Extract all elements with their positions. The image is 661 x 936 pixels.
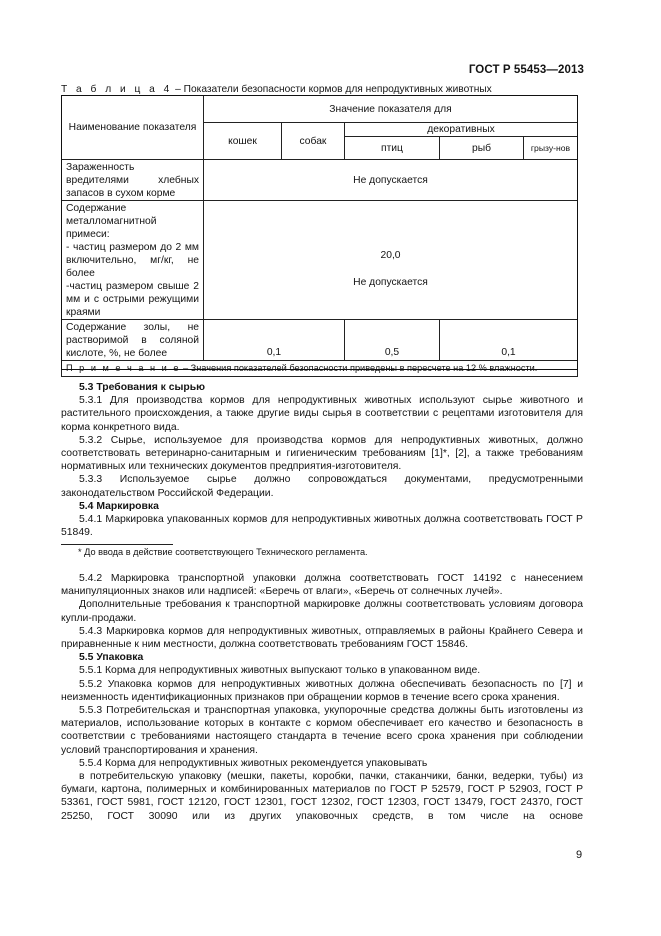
- table-note-prefix: П р и м е ч а н и е: [66, 363, 181, 373]
- table-caption-prefix: Т а б л и ц а 4: [61, 84, 173, 95]
- paragraph: 5.5.2 Упаковка кормов для непродуктивных животных должна обеспечивать безопасность по [7] и неизменность идентификационных признаков при обращении кормов в течение всего срока хранения.: [61, 678, 583, 703]
- table-caption: [61, 84, 492, 95]
- section-heading: 5.4 Маркировка: [79, 500, 159, 512]
- header-indicator-name: Наименование показателя: [62, 96, 204, 160]
- row-metal-line: -частиц размером свыше 2 мм и с острыми режущими краями: [66, 281, 199, 318]
- paragraph: 5.4.3 Маркировка кормов для непродуктивных животных, отправляемых в районы Крайнего Севера и приравненные к ним местности, должна соответствовать требованиям ГОСТ 15846.: [61, 625, 583, 651]
- header-birds: птиц: [345, 137, 440, 160]
- paragraph: в потребительскую упаковку (мешки, пакеты, коробки, пачки, стаканчики, банки, ведерки, тубы) из бумаги, картона, полимерных и комбинированных материалов по ГОСТ Р 52579, ГОСТ Р 52903, ГОСТ Р 53361, ГОСТ 5981, ГОСТ 12120, ГОСТ 12301, ГОСТ 12302, ГОСТ 12303, ГОСТ 13479, ГОСТ 24370, ГОСТ 25250, ГОСТ 30090 или из других упаковочных средств, в том числе на основе: [61, 771, 583, 822]
- footnote: * До ввода в действие соответствующего Технического регламента.: [78, 547, 368, 557]
- paragraph: Дополнительные требования к транспортной маркировке должны соответствовать условиям договора купли-продажи.: [61, 599, 583, 624]
- paragraph: 5.3.3 Используемое сырье должно сопровождаться документами, предусмотренными законодательством Российской Федерации.: [61, 474, 583, 499]
- header-fish: рыб: [440, 137, 524, 160]
- header-value-for: Значение показателя для: [204, 96, 578, 123]
- paragraph: 5.5.4 Корма для непродуктивных животных рекомендуется упаковывать: [79, 757, 428, 769]
- section-heading: 5.3 Требования к сырью: [79, 382, 206, 393]
- paragraph: 5.5.3 Потребительская и транспортная упаковка, укупорочные средства должны быть изготовлены из материалов, использование которых в контакте с кормом обеспечивает его качество и безопасность в соответствии с требованиями настоящего стандарта в течение всего срока хранения при соблюдении условий транспортирования и хранения.: [61, 705, 583, 756]
- table-row: [62, 201, 578, 320]
- sections-53-54: [61, 381, 583, 539]
- paragraph: 5.4.1 Маркировка упакованных кормов для непродуктивных животных должна соответствовать ГОСТ Р 51849.: [61, 514, 583, 539]
- header-decorative: декоративных: [345, 123, 578, 137]
- table-row: [62, 320, 578, 361]
- row-ash-name: Содержание золы, не растворимой в соляной кислоте, %, не более: [62, 320, 204, 361]
- table-caption-text: – Показатели безопасности кормов для непродуктивных животных: [172, 84, 492, 95]
- row-metal-line: Содержание металломагнитной примеси:: [66, 203, 157, 240]
- header-dogs: собак: [282, 123, 345, 160]
- page-number: 9: [576, 849, 583, 861]
- standard-number: ГОСТ Р 55453—2013: [468, 64, 584, 76]
- row-ash-cats-dogs: 0,1: [204, 320, 345, 361]
- paragraph: 5.4.2 Маркировка транспортной упаковки должна соответствовать ГОСТ 14192 с нанесением манипуляционных знаков или надписей: «Беречь от влаги», «Беречь от солнечных лучей».: [61, 573, 583, 598]
- row-metal-name: [62, 201, 204, 320]
- row-metal-values: [204, 201, 578, 320]
- row-ash-birds: 0,5: [345, 320, 440, 361]
- table-row: [62, 160, 578, 201]
- row-ash-fish-rodents: 0,1: [440, 320, 578, 361]
- paragraph: 5.5.1 Корма для непродуктивных животных выпускают только в упакованном виде.: [79, 665, 481, 677]
- section-heading: 5.5 Упаковка: [79, 652, 144, 664]
- paragraph: 5.3.1 Для производства кормов для непродуктивных животных используют сырье животного и растительного происхождения, а также другие виды сырья в соответствии с рецептами изготовителя для корма конкретного вида.: [61, 395, 583, 433]
- header-rodents: грызу-нов: [524, 137, 578, 160]
- paragraph: 5.3.2 Сырье, используемое для производства кормов для непродуктивных животных, должно соответствовать ветеринарно-санитарным и гигиеническим требованиям [1]*, [2], а также требованиям нормативных или технических документов предприятия-изготовителя.: [61, 434, 583, 473]
- header-cats: кошек: [204, 123, 282, 160]
- sections-54-55: [61, 572, 583, 823]
- table-note: [62, 361, 578, 377]
- row-pests-value: Не допускается: [204, 160, 578, 201]
- table-note-text: – Значения показателей безопасности приведены в пересчете на 12 % влажности.: [180, 363, 538, 373]
- footnote-rule: [61, 544, 173, 545]
- row-pests-name: Зараженность вредителями хлебных запасов в сухом корме: [62, 160, 204, 201]
- safety-indicators-table: [61, 95, 578, 377]
- row-metal-line: - частиц размером до 2 мм включительно, мг/кг, не более: [66, 242, 199, 279]
- row-metal-value-sharp: Не допускается: [353, 276, 428, 288]
- row-metal-value-small: 20,0: [380, 249, 401, 261]
